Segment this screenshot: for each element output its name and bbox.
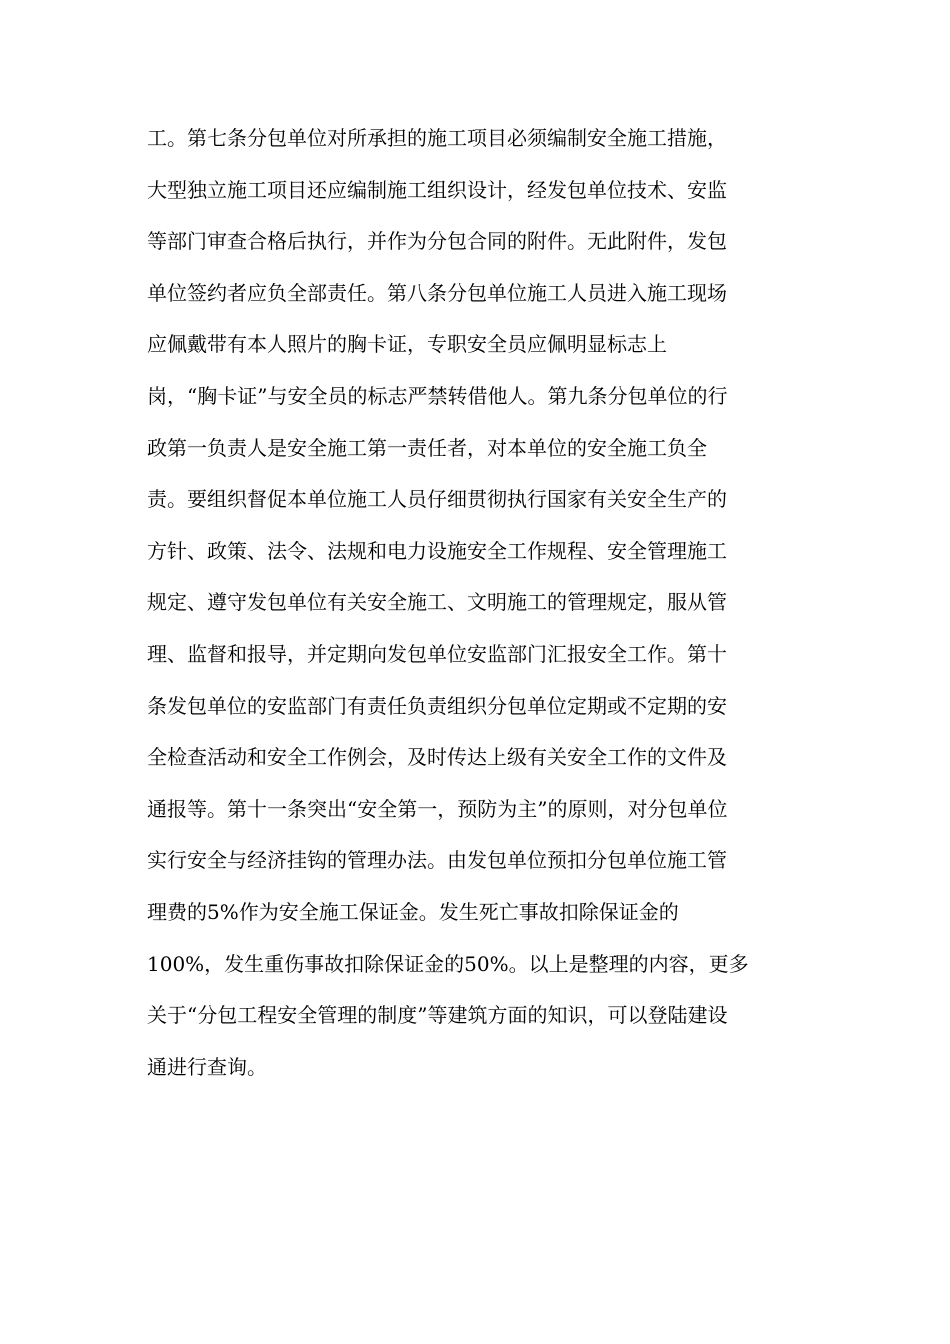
body-text xyxy=(147,120,827,1100)
text-line-11: 理、监督和报导，并定期向发包单位安监部门汇报安全工作。第十 xyxy=(147,641,727,666)
text-line-14: 通报等。第十一条突出“安全第一，预防为主”的原则，对分包单位 xyxy=(147,796,728,821)
text-line-2: 大型独立施工项目还应编制施工组织设计，经发包单位技术、安监 xyxy=(147,177,727,202)
text-line-19: 通进行查询。 xyxy=(147,1054,267,1079)
text-line-8: 责。要组织督促本单位施工人员仔细贯彻执行国家有关安全生产的 xyxy=(147,487,727,512)
text-line-13: 全检查活动和安全工作例会，及时传达上级有关安全工作的文件及 xyxy=(147,745,727,770)
text-line-16: 理费的5%作为安全施工保证金。发生死亡事故扣除保证金的 xyxy=(147,899,679,924)
text-line-15: 实行安全与经济挂钩的管理办法。由发包单位预扣分包单位施工管 xyxy=(147,848,727,873)
text-line-7: 政第一负责人是安全施工第一责任者，对本单位的安全施工负全 xyxy=(147,435,707,460)
text-line-6: 岗，“胸卡证”与安全员的标志严禁转借他人。第九条分包单位的行 xyxy=(147,383,728,408)
text-line-4: 单位签约者应负全部责任。第八条分包单位施工人员进入施工现场 xyxy=(147,280,727,305)
text-line-9: 方针、政策、法令、法规和电力设施安全工作规程、安全管理施工 xyxy=(147,538,727,563)
text-line-1: 工。第七条分包单位对所承担的施工项目必须编制安全施工措施， xyxy=(147,126,727,150)
text-line-3: 等部门审查合格后执行，并作为分包合同的附件。无此附件，发包 xyxy=(147,229,727,254)
text-line-17: 100%，发生重伤事故扣除保证金的50%。以上是整理的内容，更多 xyxy=(147,951,749,976)
text-line-12: 条发包单位的安监部门有责任负责组织分包单位定期或不定期的安 xyxy=(147,693,727,718)
text-line-10: 规定、遵守发包单位有关安全施工、文明施工的管理规定，服从管 xyxy=(147,590,727,615)
text-line-5: 应佩戴带有本人照片的胸卡证，专职安全员应佩明显标志上 xyxy=(147,332,667,357)
text-line-18: 关于“分包工程安全管理的制度”等建筑方面的知识，可以登陆建设 xyxy=(147,1003,728,1028)
